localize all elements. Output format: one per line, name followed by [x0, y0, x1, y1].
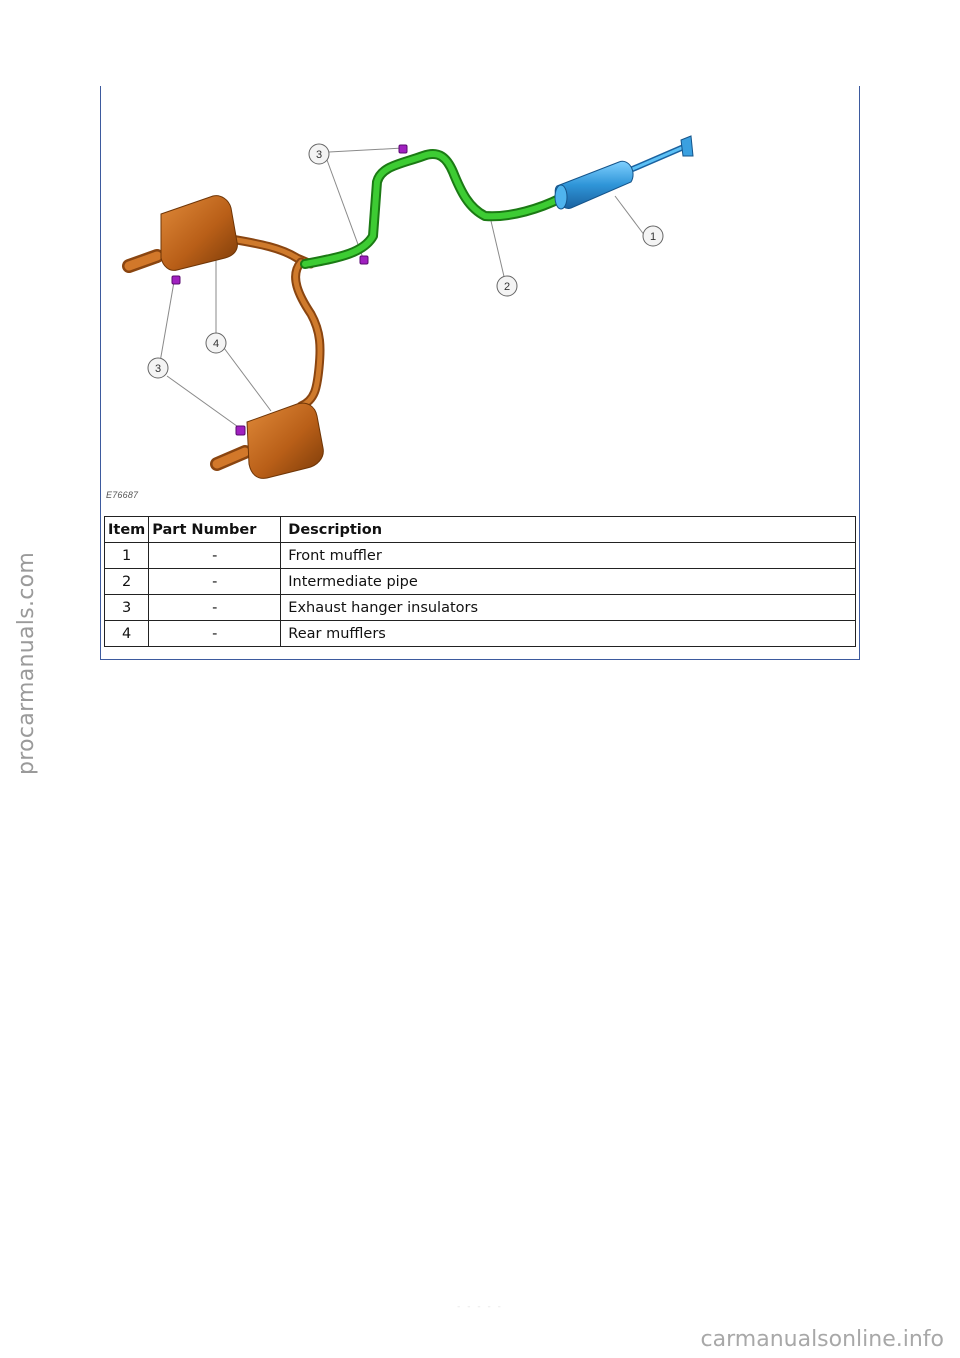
svg-text:1: 1 [649, 231, 657, 243]
page-footer: - - - - - [457, 1302, 503, 1312]
header-part-number: Part Number [149, 517, 281, 543]
watermark-carmanualsonline: carmanualsonline.info [700, 1327, 944, 1352]
svg-text:3: 3 [154, 363, 162, 375]
callout-3-bottom [148, 358, 168, 378]
callout-1 [643, 226, 663, 246]
cell-item: 1 [105, 543, 149, 569]
figure-id: E76687 [106, 490, 139, 500]
cell-item: 2 [105, 569, 149, 595]
cell-description: Front muffler [281, 543, 856, 569]
front-muffler [555, 136, 693, 209]
cell-part-number: - [149, 569, 281, 595]
exhaust-system-illustration [101, 86, 859, 511]
svg-text:2: 2 [503, 281, 511, 293]
table-row [105, 569, 856, 595]
cell-description: Intermediate pipe [281, 569, 856, 595]
watermark-procarmanuals: procarmanuals.com [14, 551, 39, 775]
intermediate-pipe [305, 154, 561, 264]
rear-muffler-lower [217, 403, 323, 478]
content-frame [100, 86, 860, 660]
table-row [105, 621, 856, 647]
header-item: Item [105, 517, 149, 543]
cell-item: 3 [105, 595, 149, 621]
callout-4 [206, 333, 226, 353]
svg-text:4: 4 [212, 338, 220, 350]
table-row [105, 595, 856, 621]
cell-part-number: - [149, 621, 281, 647]
cell-description: Exhaust hanger insulators [281, 595, 856, 621]
callout-2 [497, 276, 517, 296]
cell-item: 4 [105, 621, 149, 647]
svg-text:3: 3 [315, 149, 323, 161]
cell-part-number: - [149, 543, 281, 569]
table-header-row [105, 517, 856, 543]
parts-table [104, 516, 856, 647]
cell-part-number: - [149, 595, 281, 621]
table-row [105, 543, 856, 569]
header-description: Description [281, 517, 856, 543]
cell-description: Rear mufflers [281, 621, 856, 647]
callout-3-top [309, 144, 329, 164]
rear-muffler-upper [129, 196, 237, 271]
